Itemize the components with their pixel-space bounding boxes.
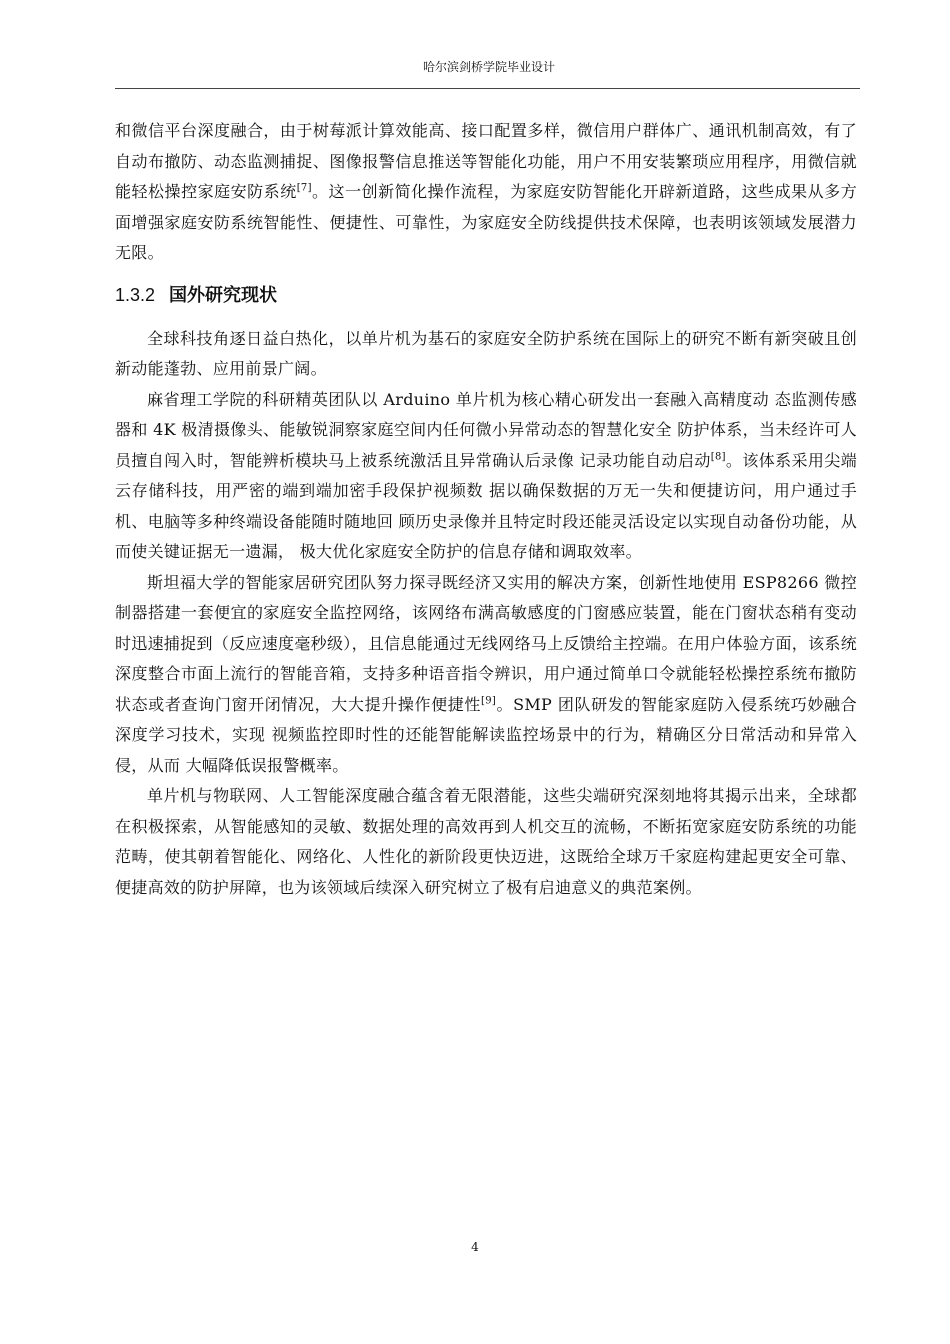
mit-text-2: 。该体系采用尖端云存储科技，用严密的端到端加密手段保护视频数 据以确保数据的万无一失和便捷访问，用户通过手机、电脑等多种终端设备能随时随地回 顾历史录像并且特定时段还能灵活设定以实现自动备份功能，从而使关键证据无一遗漏， 极大优化家庭安全防护的信息存储和调取效率。 — [115, 450, 857, 561]
paragraph-stanford — [115, 568, 857, 782]
section-heading — [115, 281, 857, 310]
citation-9: [9] — [481, 695, 497, 707]
page-number: 4 — [471, 1240, 479, 1254]
page-body — [115, 116, 857, 903]
citation-8: [8] — [710, 451, 726, 463]
header-rule — [115, 88, 860, 89]
paragraph-global-overview: 全球科技角逐日益白热化，以单片机为基石的家庭安全防护系统在国际上的研究不断有新突破且创新动能蓬勃、应用前景广阔。 — [115, 328, 857, 378]
section-number: 1.3.2 — [115, 284, 156, 305]
paragraph-conclusion: 单片机与物联网、人工智能深度融合蕴含着无限潜能，这些尖端研究深刻地将其揭示出来，全球都在积极探索，从智能感知的灵敏、数据处理的高效再到人机交互的流畅，不断拓宽家庭安防系统的功能范畴，使其朝着智能化、网络化、人性化的新阶段更快迈进，这既给全球万千家庭构建起更安全可靠、便捷高效的防护屏障，也为该领域后续深入研究树立了极有启迪意义的典范案例。 — [115, 786, 857, 897]
citation-7: [7] — [296, 182, 312, 194]
paragraph-mit — [115, 385, 857, 568]
intro-text-2: 。这一创新简化操作流程，为家庭安防智能化开辟新道路，这些成果从多方面增强家庭安防系统智能性、便捷性、可靠性，为家庭安全防线提供技术保障，也表明该领域发展潜力无限。 — [115, 182, 857, 262]
intro-text-1: 和微信平台深度融合，由于树莓派计算效能高、接口配置多样，微信用户群体广、通讯机制高效，有了自动布撤防、动态监测捕捉、图像报警信息推送等智能化功能，用户不用安装繁琐应用程序，用微信就能轻松操控家庭安防系统 — [115, 121, 857, 201]
intro-paragraph — [115, 116, 857, 269]
running-header: 哈尔滨剑桥学院毕业设计 — [422, 60, 555, 74]
stanford-text-2: 。SMP 团队研发的智能家庭防入侵系统巧妙融合深度学习技术，实现 视频监控即时性的还能智能解读监控场景中的行为，精确区分日常活动和异常入侵，从而 大幅降低误报警概率。 — [115, 694, 857, 775]
mit-text-1: 麻省理工学院的科研精英团队以 Arduino 单片机为核心精心研发出一套融入高精度动 态监测传感器和 4K 极清摄像头、能敏锐洞察家庭空间内任何微小异常动态的智慧化安全 防护体系，当未经许可人员擅自闯入时，智能辨析模块马上被系统激活且异常确认后录像 记录功能自动启动 — [115, 389, 857, 470]
section-title: 国外研究现状 — [169, 284, 278, 306]
stanford-text-1: 斯坦福大学的智能家居研究团队努力探寻既经济又实用的解决方案，创新性地使用 ESP8266 微控制器搭建一套便宜的家庭安全监控网络，该网络布满高敏感度的门窗感应装置，能在门窗状态稍有变动时迅速捕捉到（反应速度毫秒级），且信息能通过无线网络马上反馈给主控端。在用户体验方面，该系统深度整合市面上流行的智能音箱，支持多种语音指令辨识，用户通过简单口令就能轻松操控系统布撤防状态或者查询门窗开闭情况，大大提升操作便捷性 — [115, 572, 857, 714]
